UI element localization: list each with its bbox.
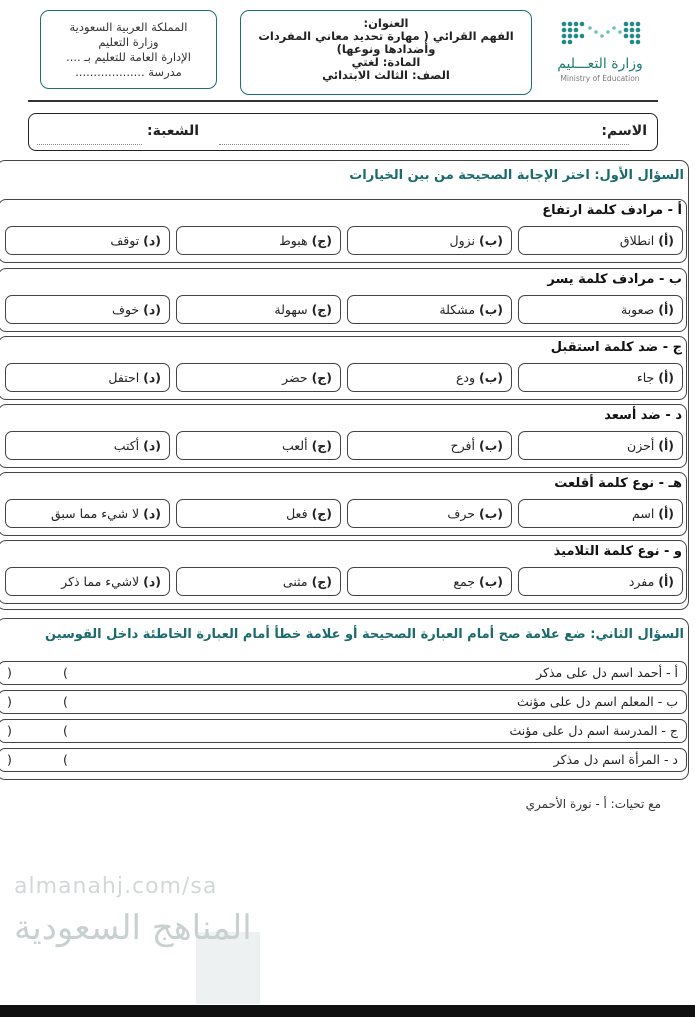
- option-letter: (ب): [479, 574, 503, 589]
- directorate-line: الإدارة العامة للتعليم بـ ....: [66, 50, 191, 64]
- option-a[interactable]: [518, 226, 683, 255]
- title-text-cont: وأضدادها ونوعها): [336, 42, 436, 56]
- statement-text: ب - المعلم اسم دل على مؤنث: [517, 694, 678, 709]
- option-letter: (د): [143, 506, 161, 521]
- option-b[interactable]: [347, 567, 512, 596]
- option-text: احتفل: [108, 370, 140, 385]
- true-false-row: [0, 690, 687, 714]
- option-b[interactable]: [347, 431, 512, 460]
- option-c[interactable]: [176, 295, 341, 324]
- option-text: أحزن: [627, 438, 655, 453]
- title-label: العنوان:: [363, 16, 409, 30]
- option-letter: (أ): [658, 302, 674, 317]
- option-b[interactable]: [347, 363, 512, 392]
- ministry-logo: [550, 14, 650, 86]
- worksheet-title-box: [240, 10, 532, 95]
- question-title: د - ضد أسعد: [604, 408, 682, 423]
- mcq-question-d: [0, 404, 687, 468]
- answer-open-paren[interactable]: (: [63, 665, 68, 680]
- option-letter: (ب): [479, 438, 503, 453]
- option-letter: (ب): [479, 370, 503, 385]
- option-text: ودع: [455, 370, 476, 385]
- option-text: جاء: [636, 370, 655, 385]
- option-a[interactable]: [518, 363, 683, 392]
- option-text: اسم: [632, 506, 655, 521]
- option-text: توقف: [110, 233, 140, 248]
- option-text: نزول: [449, 233, 476, 248]
- option-text: ألعب: [281, 438, 308, 453]
- question-title: ب - مرادف كلمة يسر: [547, 272, 682, 287]
- option-letter: (ب): [479, 233, 503, 248]
- option-letter: (ج): [311, 233, 332, 248]
- ministry-logo-dots-icon: [558, 18, 644, 56]
- answer-open-paren[interactable]: (: [63, 752, 68, 767]
- option-text: صعوبة: [621, 302, 655, 317]
- option-text: أفرح: [450, 438, 476, 453]
- watermark-site: almanahj.com/sa: [14, 874, 218, 899]
- school-line: مدرسة ...................: [75, 65, 182, 79]
- option-d[interactable]: [5, 567, 170, 596]
- question-two-title: السؤال الثاني: ضع علامة صح أمام العبارة الصحيحة أو علامة خطأ أمام العبارة الخاطئة داخل القوسين: [45, 627, 684, 642]
- option-d[interactable]: [5, 363, 170, 392]
- option-letter: (ب): [479, 506, 503, 521]
- option-letter: (أ): [658, 233, 674, 248]
- country-line: المملكة العربية السعودية: [69, 20, 188, 34]
- question-title: و - نوع كلمة التلاميذ: [553, 544, 682, 559]
- option-c[interactable]: [176, 499, 341, 528]
- option-text: حرف: [447, 506, 476, 521]
- mcq-question-a: [0, 199, 687, 263]
- answer-close-paren[interactable]: ): [7, 665, 12, 680]
- option-text: أكتب: [113, 438, 140, 453]
- option-b[interactable]: [347, 226, 512, 255]
- section-label: الشعبة:: [147, 123, 200, 139]
- question-title: أ - مرادف كلمة ارتفاع: [542, 203, 682, 218]
- option-text: حضر: [282, 370, 308, 385]
- option-letter: (د): [143, 438, 161, 453]
- logo-english-text: Ministry of Education: [560, 74, 640, 83]
- option-letter: (ج): [311, 506, 332, 521]
- statement-text: أ - أحمد اسم دل على مذكر: [536, 665, 678, 680]
- option-letter: (أ): [658, 574, 674, 589]
- option-c[interactable]: [176, 431, 341, 460]
- option-a[interactable]: [518, 295, 683, 324]
- option-letter: (ب): [479, 302, 503, 317]
- option-letter: (د): [143, 370, 161, 385]
- option-letter: (ج): [311, 302, 332, 317]
- mcq-question-c: [0, 336, 687, 400]
- option-c[interactable]: [176, 567, 341, 596]
- option-text: انطلاق: [619, 233, 655, 248]
- option-letter: (د): [143, 574, 161, 589]
- statement-text: د - المرأة اسم دل مذكر: [553, 752, 678, 767]
- answer-close-paren[interactable]: ): [7, 752, 12, 767]
- mcq-question-f: [0, 540, 687, 604]
- school-info-box: [40, 10, 217, 89]
- option-a[interactable]: [518, 567, 683, 596]
- true-false-row: [0, 661, 687, 685]
- mcq-question-b: [0, 268, 687, 332]
- mcq-question-e: [0, 472, 687, 536]
- answer-open-paren[interactable]: (: [63, 694, 68, 709]
- logo-arabic-text: وزارة التعـــليم: [557, 56, 643, 72]
- student-info-box: [28, 113, 658, 151]
- option-text: فعل: [286, 506, 308, 521]
- option-text: لاشيء مما ذكر: [61, 574, 140, 589]
- option-letter: (ج): [311, 574, 332, 589]
- option-a[interactable]: [518, 499, 683, 528]
- option-d[interactable]: [5, 226, 170, 255]
- statement-text: ج - المدرسة اسم دل على مؤنث: [509, 723, 678, 738]
- bottom-edge-bar: [0, 1005, 695, 1017]
- true-false-row: [0, 748, 687, 772]
- option-letter: (د): [143, 302, 161, 317]
- option-text: مشكلة: [439, 302, 476, 317]
- subject-line: المادة: لغتي: [351, 55, 421, 69]
- option-letter: (أ): [658, 438, 674, 453]
- section-field[interactable]: [37, 144, 142, 145]
- option-letter: (أ): [658, 370, 674, 385]
- option-letter: (د): [143, 233, 161, 248]
- header-divider: [28, 100, 658, 102]
- true-false-row: [0, 719, 687, 743]
- option-text: لا شيء مما سبق: [50, 506, 140, 521]
- question-title: ج - ضد كلمة استقبل: [550, 340, 682, 355]
- option-text: هبوط: [279, 233, 308, 248]
- name-label: الاسم:: [601, 123, 647, 139]
- option-letter: (ج): [311, 370, 332, 385]
- answer-open-paren[interactable]: (: [63, 723, 68, 738]
- option-text: خوف: [112, 302, 140, 317]
- option-d[interactable]: [5, 295, 170, 324]
- option-d[interactable]: [5, 499, 170, 528]
- title-text: الفهم القرائي ( مهارة تحديد معاني المفردات: [258, 29, 514, 43]
- option-text: مثنى: [282, 574, 308, 589]
- option-text: جمع: [453, 574, 476, 589]
- option-a[interactable]: [518, 431, 683, 460]
- option-b[interactable]: [347, 499, 512, 528]
- grade-line: الصف: الثالث الابتدائي: [322, 68, 450, 82]
- ministry-line: وزارة التعليم: [98, 35, 159, 49]
- option-letter: (أ): [658, 506, 674, 521]
- option-text: سهولة: [274, 302, 308, 317]
- option-c[interactable]: [176, 363, 341, 392]
- option-text: مفرد: [628, 574, 655, 589]
- option-b[interactable]: [347, 295, 512, 324]
- author-credit: مع تحيات: أ - نورة الأحمري: [525, 797, 661, 811]
- question-one-title: السؤال الأول: اختر الإجابة الصحيحة من بين الخيارات: [349, 168, 684, 183]
- answer-close-paren[interactable]: ): [7, 723, 12, 738]
- question-title: هـ - نوع كلمة أقلعت: [554, 476, 682, 491]
- watermark-arabic: المناهج السعودية: [14, 908, 252, 948]
- option-letter: (ج): [311, 438, 332, 453]
- option-d[interactable]: [5, 431, 170, 460]
- answer-close-paren[interactable]: ): [7, 694, 12, 709]
- option-c[interactable]: [176, 226, 341, 255]
- name-field[interactable]: [219, 144, 629, 145]
